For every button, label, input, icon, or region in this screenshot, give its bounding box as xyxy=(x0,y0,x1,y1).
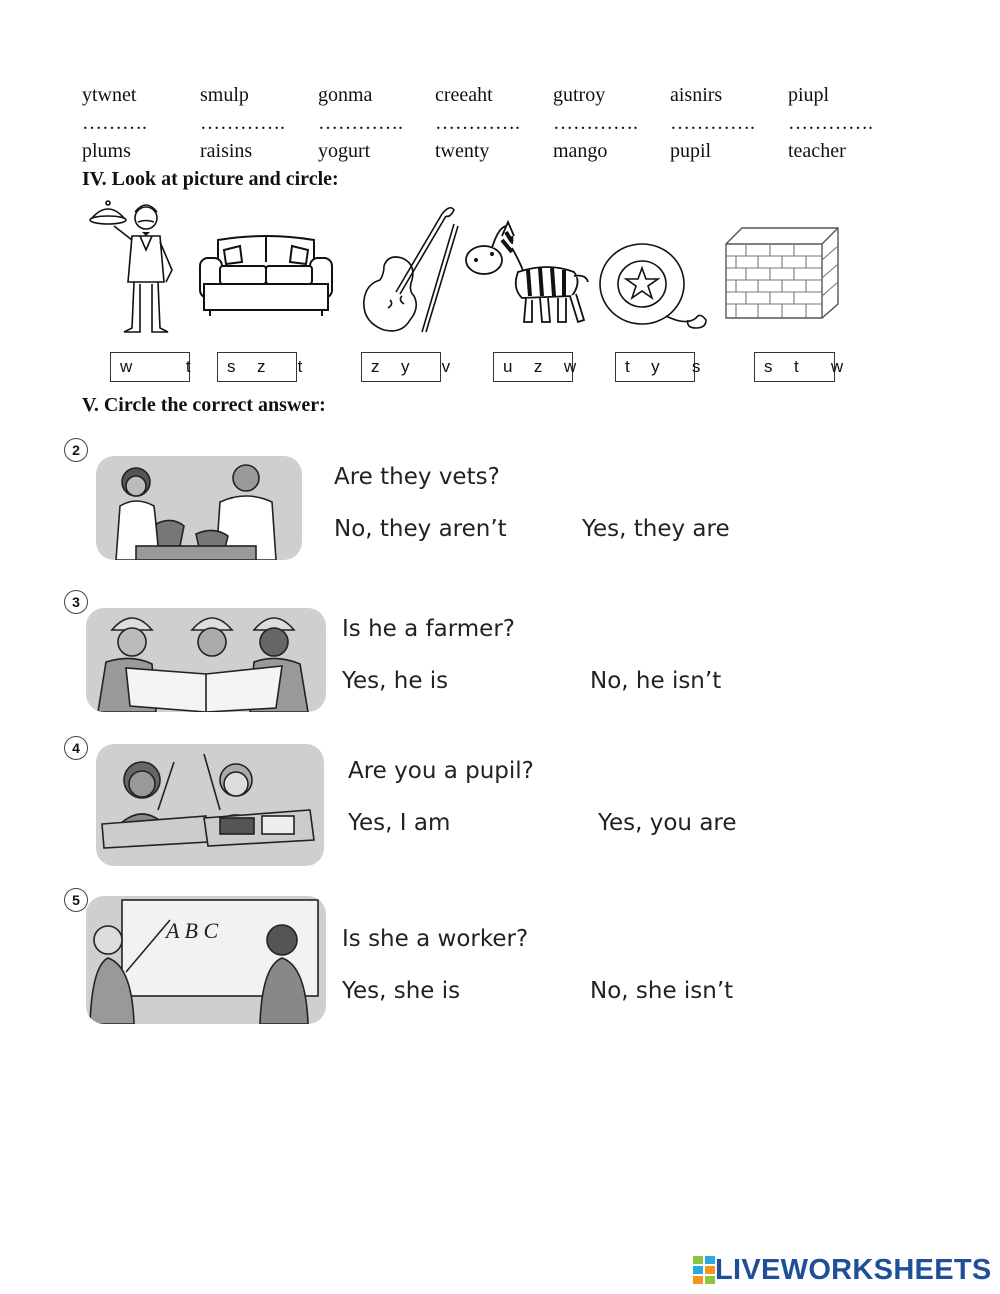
letter-choice-box[interactable]: w t xyxy=(110,352,190,382)
question-text: Is he a farmer? xyxy=(342,616,515,642)
jumbled-words-row xyxy=(82,84,922,108)
letter-choice-box[interactable]: t y s xyxy=(615,352,695,382)
section-5-heading: V. Circle the correct answer: xyxy=(82,394,326,416)
question-number: 2 xyxy=(64,438,88,462)
answer-option-b[interactable]: No, he isn’t xyxy=(590,668,722,694)
answer-option-a[interactable]: No, they aren’t xyxy=(334,516,507,542)
letter-choice-box[interactable]: u z w xyxy=(493,352,573,382)
word-bank-item: mango xyxy=(553,140,608,162)
question-number: 4 xyxy=(64,736,88,760)
question-text: Are you a pupil? xyxy=(348,758,534,784)
answer-blank[interactable]: …………. xyxy=(200,112,285,134)
letter-choice-box[interactable]: z y v xyxy=(361,352,441,382)
word-bank-item: twenty xyxy=(435,140,490,162)
word-bank-row xyxy=(82,140,922,164)
question-number: 3 xyxy=(64,590,88,614)
board-letters: A B C xyxy=(166,918,219,943)
answer-blank[interactable]: …………. xyxy=(435,112,520,134)
answer-blank[interactable]: …………. xyxy=(670,112,755,134)
word-bank-item: raisins xyxy=(200,140,253,162)
question-text: Is she a worker? xyxy=(342,926,529,952)
jumbled-word: creeaht xyxy=(435,84,493,106)
jumbled-word: ytwnet xyxy=(82,84,137,106)
jumbled-word: piupl xyxy=(788,84,830,106)
answer-option-b[interactable]: Yes, they are xyxy=(582,516,730,542)
word-bank-item: pupil xyxy=(670,140,712,162)
logo-blocks-icon xyxy=(693,1256,715,1284)
workers-illustration xyxy=(86,608,326,712)
question-text: Are they vets? xyxy=(334,464,500,490)
logo-text: LIVEWORKSHEETS xyxy=(715,1253,992,1286)
word-bank-item: yogurt xyxy=(318,140,371,162)
pupils-illustration xyxy=(96,744,324,866)
answer-option-b[interactable]: No, she isn’t xyxy=(590,978,734,1004)
letter-choice-box[interactable]: s t w xyxy=(754,352,835,382)
jumbled-word: gutroy xyxy=(553,84,606,106)
answer-blank[interactable]: ………. xyxy=(82,112,147,134)
vets-illustration xyxy=(96,456,302,560)
answer-option-b[interactable]: Yes, you are xyxy=(598,810,737,836)
word-bank-item: teacher xyxy=(788,140,846,162)
zebra-icon xyxy=(462,218,590,326)
wall-icon xyxy=(722,224,842,320)
sofa-icon xyxy=(196,232,336,318)
answer-option-a[interactable]: Yes, I am xyxy=(348,810,451,836)
jumbled-word: aisnirs xyxy=(670,84,723,106)
answer-option-a[interactable]: Yes, he is xyxy=(342,668,449,694)
answer-option-a[interactable]: Yes, she is xyxy=(342,978,461,1004)
violin-icon xyxy=(350,200,462,336)
teacher-illustration xyxy=(86,896,326,1024)
question-number: 5 xyxy=(64,888,88,912)
yoyo-icon xyxy=(596,236,722,332)
answer-blank[interactable]: …………. xyxy=(553,112,638,134)
letter-choice-box[interactable]: s z t xyxy=(217,352,297,382)
section-4-heading: IV. Look at picture and circle: xyxy=(82,168,339,190)
answer-blanks-row xyxy=(82,112,922,136)
jumbled-word: smulp xyxy=(200,84,249,106)
word-bank-item: plums xyxy=(82,140,131,162)
answer-blank[interactable]: …………. xyxy=(318,112,403,134)
liveworksheets-logo xyxy=(693,1253,992,1287)
jumbled-word: gonma xyxy=(318,84,373,106)
answer-blank[interactable]: …………. xyxy=(788,112,873,134)
waiter-icon xyxy=(88,192,188,338)
